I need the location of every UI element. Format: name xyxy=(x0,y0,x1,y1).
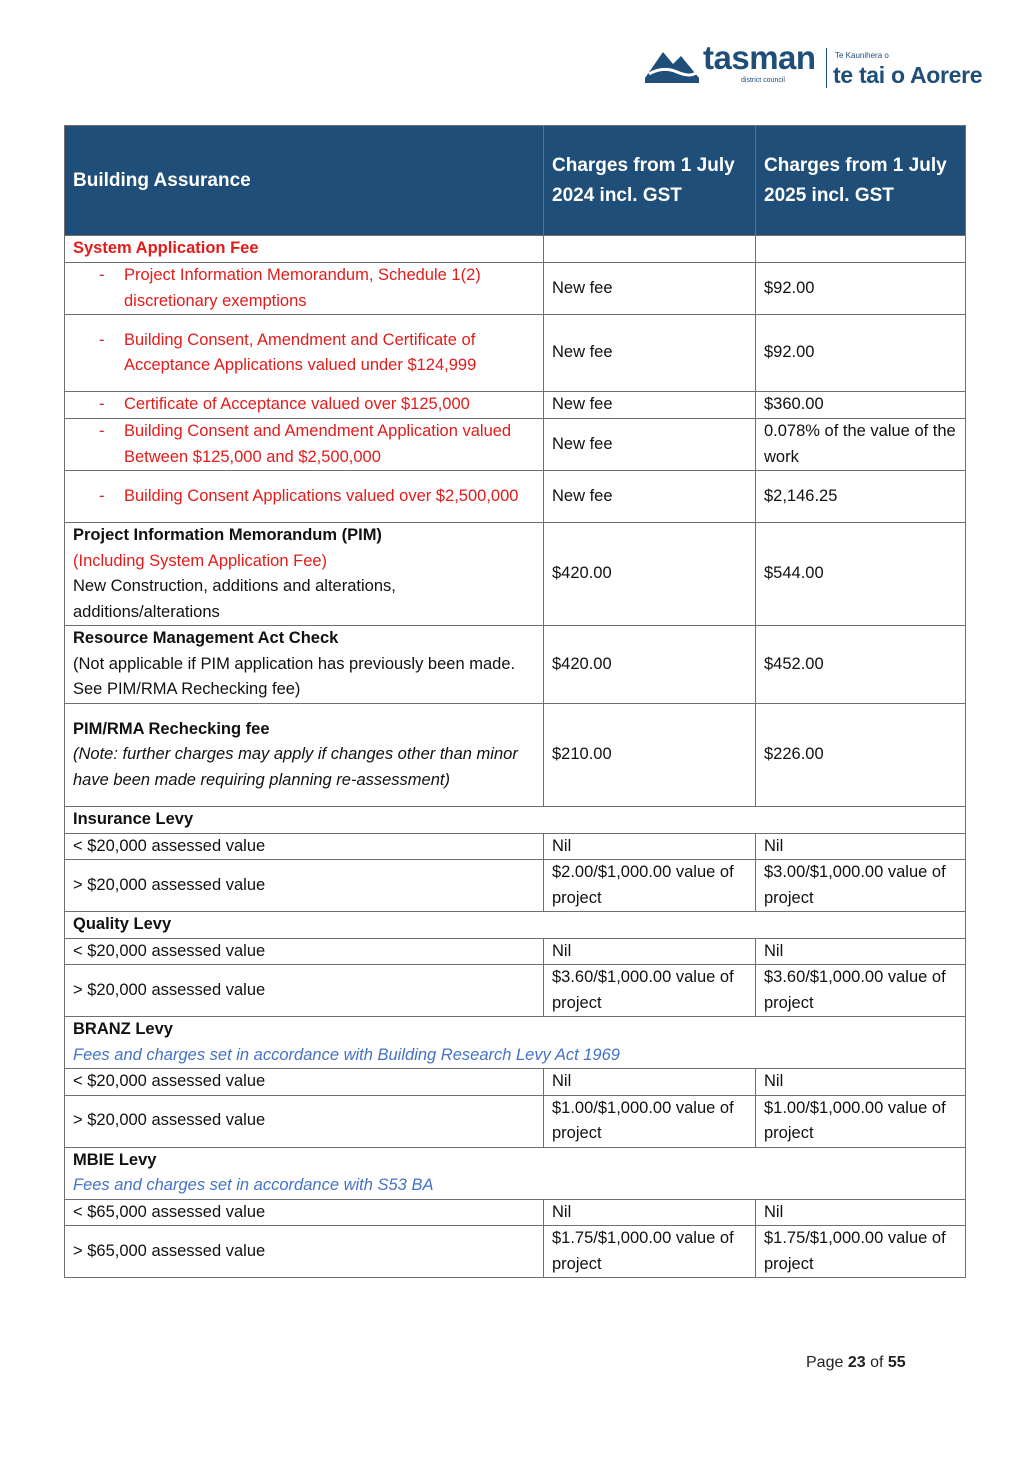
table-row xyxy=(65,704,966,807)
cell-2024: Nil xyxy=(544,833,756,860)
dash-bullet-icon: - xyxy=(99,330,105,349)
pim-note: (Including System Application Fee) xyxy=(73,551,328,570)
cell-2025: Nil xyxy=(756,938,966,965)
section-row xyxy=(65,1147,966,1199)
table-row xyxy=(65,965,966,1017)
cell-2024: New fee xyxy=(544,315,756,392)
table-row xyxy=(65,1095,966,1147)
mountain-logo-icon xyxy=(643,44,701,86)
table-row xyxy=(65,263,966,315)
row-label: < $20,000 assessed value xyxy=(65,938,544,965)
cell-2025: $1.75/$1,000.00 value of project xyxy=(756,1226,966,1278)
cell-2025: $226.00 xyxy=(756,704,966,807)
branz-note: Fees and charges set in accordance with Building Research Levy Act 1969 xyxy=(73,1045,620,1064)
section-row xyxy=(65,1017,966,1069)
row-label: - Building Consent, Amendment and Certificate of Acceptance Applications valued under $124,999 xyxy=(65,315,544,392)
row-label xyxy=(65,523,544,626)
mbie-section xyxy=(65,1147,966,1199)
dash-bullet-icon: - xyxy=(99,266,105,284)
cell-2025: Nil xyxy=(756,1199,966,1226)
cell-2025: Nil xyxy=(756,833,966,860)
table-row xyxy=(65,523,966,626)
table-row xyxy=(65,938,966,965)
table-row xyxy=(65,833,966,860)
section-row xyxy=(65,912,966,939)
header-charges-2025: Charges from 1 July 2025 incl. GST xyxy=(756,126,966,236)
logo-maori-big: te tai o Aorere xyxy=(833,62,983,88)
cell-2024: Nil xyxy=(544,1199,756,1226)
table-row xyxy=(65,315,966,392)
logo-divider xyxy=(826,48,827,88)
cell-2025: $544.00 xyxy=(756,523,966,626)
row-label: - Building Consent and Amendment Application valued Between $125,000 and $2,500,000 xyxy=(65,419,544,471)
header-charges-2024: Charges from 1 July 2024 incl. GST xyxy=(544,126,756,236)
branz-section xyxy=(65,1017,966,1069)
cell-2024: $1.00/$1,000.00 value of project xyxy=(544,1095,756,1147)
table-row xyxy=(65,419,966,471)
quality-title: Quality Levy xyxy=(65,912,966,939)
row-label: > $20,000 assessed value xyxy=(65,1095,544,1147)
cell-2025: $3.60/$1,000.00 value of project xyxy=(756,965,966,1017)
cell-2024: $210.00 xyxy=(544,704,756,807)
cell-2024: $3.60/$1,000.00 value of project xyxy=(544,965,756,1017)
table-row xyxy=(65,471,966,523)
cell-2024: Nil xyxy=(544,1069,756,1096)
pim-title: Project Information Memorandum (PIM) xyxy=(73,526,382,544)
row-label xyxy=(65,626,544,704)
insurance-title: Insurance Levy xyxy=(65,807,966,834)
cell-2024: $2.00/$1,000.00 value of project xyxy=(544,860,756,912)
cell-2025: $360.00 xyxy=(756,392,966,419)
table-row xyxy=(65,626,966,704)
dash-bullet-icon: - xyxy=(99,395,105,414)
row-label: > $20,000 assessed value xyxy=(65,860,544,912)
page-number: Page 23 of 55 xyxy=(806,1354,906,1371)
cell-2024: New fee xyxy=(544,392,756,419)
cell-2025: 0.078% of the value of the work xyxy=(756,419,966,471)
cell-2024: New fee xyxy=(544,471,756,523)
table-row xyxy=(65,1069,966,1096)
logo-sub: district council xyxy=(741,77,785,84)
section-row xyxy=(65,236,966,263)
mbie-title: MBIE Levy xyxy=(73,1150,157,1169)
cell-2025: $452.00 xyxy=(756,626,966,704)
dash-bullet-icon: - xyxy=(99,422,105,440)
cell-2025: $1.00/$1,000.00 value of project xyxy=(756,1095,966,1147)
row-label: > $20,000 assessed value xyxy=(65,965,544,1017)
logo-name: tasman xyxy=(703,39,816,76)
mbie-note: Fees and charges set in accordance with S53 BA xyxy=(73,1176,434,1194)
cell-2025: $2,146.25 xyxy=(756,471,966,523)
cell-2024: New fee xyxy=(544,419,756,471)
recheck-note: (Note: further charges may apply if changes other than minor have been made requiring planning re-assessment) xyxy=(73,745,518,789)
system-fee-title: System Application Fee xyxy=(65,236,544,263)
table-row xyxy=(65,860,966,912)
logo-maori-small: Te Kaunihera o xyxy=(835,51,889,60)
rma-title: Resource Management Act Check xyxy=(73,629,339,648)
section-row xyxy=(65,807,966,834)
cell-2024: $420.00 xyxy=(544,523,756,626)
row-label: - Certificate of Acceptance valued over $125,000 xyxy=(65,392,544,419)
cell-2025: Nil xyxy=(756,1069,966,1096)
branz-title: BRANZ Levy xyxy=(73,1020,173,1038)
header-building-assurance: Building Assurance xyxy=(65,126,544,236)
fees-table xyxy=(64,125,966,1278)
council-logo xyxy=(643,40,1003,96)
row-label: < $20,000 assessed value xyxy=(65,1069,544,1096)
cell-2025: $3.00/$1,000.00 value of project xyxy=(756,860,966,912)
row-label: - Project Information Memorandum, Schedule 1(2) discretionary exemptions xyxy=(65,263,544,315)
cell-2025: $92.00 xyxy=(756,263,966,315)
rma-desc: (Not applicable if PIM application has previously been made. See PIM/RMA Rechecking fee) xyxy=(73,654,516,699)
row-label: > $65,000 assessed value xyxy=(65,1226,544,1278)
table-header-row xyxy=(65,126,966,236)
cell-2024: $1.75/$1,000.00 value of project xyxy=(544,1226,756,1278)
dash-bullet-icon: - xyxy=(99,486,105,505)
cell-2024: Nil xyxy=(544,938,756,965)
table-row xyxy=(65,1226,966,1278)
row-label: - Building Consent Applications valued over $2,500,000 xyxy=(65,471,544,523)
cell-2025: $92.00 xyxy=(756,315,966,392)
row-label: < $65,000 assessed value xyxy=(65,1199,544,1226)
pim-desc: New Construction, additions and alterations, additions/alterations xyxy=(73,577,396,621)
cell-2024: New fee xyxy=(544,263,756,315)
table-row xyxy=(65,1199,966,1226)
row-label xyxy=(65,704,544,807)
row-label: < $20,000 assessed value xyxy=(65,833,544,860)
recheck-title: PIM/RMA Rechecking fee xyxy=(73,719,270,738)
table-row xyxy=(65,392,966,419)
cell-2024: $420.00 xyxy=(544,626,756,704)
